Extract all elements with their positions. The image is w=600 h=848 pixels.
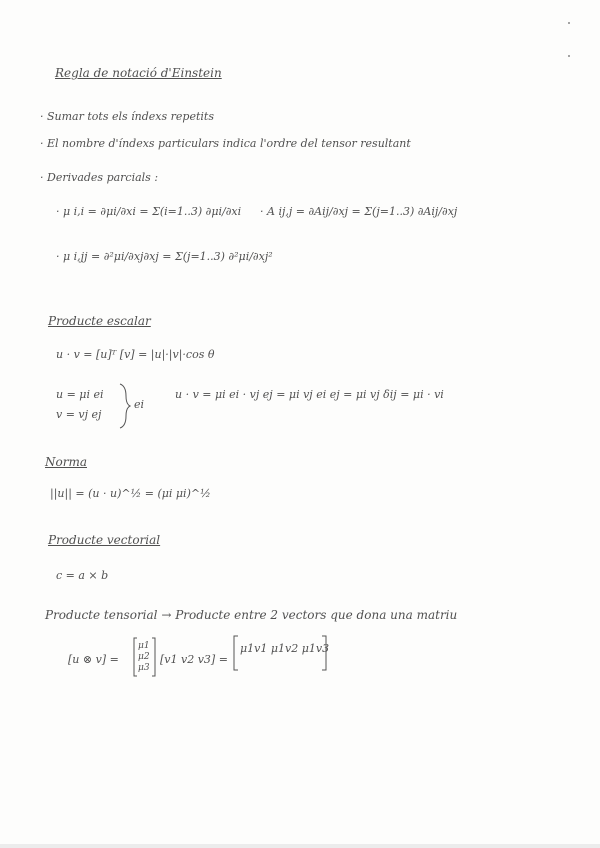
bullet-3: · Derivades parcials : (40, 171, 159, 184)
tensor-arrow-text: → Producte entre 2 vectors que dona una matriu (161, 608, 458, 622)
bullet-2-text: El nombre d'índexs particulars indica l'ordre del tensor resultant (47, 137, 411, 150)
derivative-1: · μ i,i = ∂μi/∂xi = Σ(i=1..3) ∂μi/∂xi (56, 205, 242, 218)
scalar-eq-3: v = vj ej (56, 408, 102, 421)
matrix-bracket-right (322, 636, 326, 670)
tensor-heading: Producte tensorial (45, 608, 158, 622)
derivative-3: · μ i,jj = ∂²μi/∂xj∂xj = Σ(j=1..3) ∂²μi/∂xj² (56, 250, 273, 263)
scalar-eq-2: u = μi ei (56, 388, 104, 401)
tensor-lhs: [u ⊗ v] = (68, 653, 119, 666)
scalar-eq-1: u · v = [u]ᵀ [v] = |u|·|v|·cos θ (56, 348, 215, 361)
column-bracket-left (134, 638, 137, 676)
derivative-1-text: μ i,i = ∂μi/∂xi = Σ(i=1..3) ∂μi/∂xi (63, 205, 242, 218)
bullet-3-text: Derivades parcials : (47, 171, 159, 184)
brace (120, 384, 130, 428)
bullet-1: · Sumar tots els índexs repetits (40, 110, 214, 123)
tensor-row: [v1 v2 v3] = (160, 653, 228, 666)
bullet-1-text: Sumar tots els índexs repetits (47, 110, 214, 123)
page-title: Regla de notació d'Einstein (55, 66, 222, 80)
brace-label: ei (134, 398, 145, 411)
norm-heading: Norma (45, 455, 87, 469)
tensor-col-2: μ2 (138, 652, 150, 662)
derivative-2-text: A ij,j = ∂Aij/∂xj = Σ(j=1..3) ∂Aij/∂xj (267, 205, 458, 218)
matrix-bracket-left (234, 636, 238, 670)
page-bottom-edge (0, 844, 600, 848)
tensor-matrix-row: μ1v1 μ1v2 μ1v3 (240, 642, 330, 655)
tensor-col-3: μ3 (138, 663, 150, 673)
derivative-2: · A ij,j = ∂Aij/∂xj = Σ(j=1..3) ∂Aij/∂xj (260, 205, 458, 218)
column-bracket-right (152, 638, 155, 676)
scalar-heading: Producte escalar (48, 314, 151, 328)
derivative-3-text: μ i,jj = ∂²μi/∂xj∂xj = Σ(j=1..3) ∂²μi/∂xj² (63, 250, 273, 263)
tensor-col-1: μ1 (138, 641, 150, 651)
scalar-eq-4: u · v = μi ei · vj ej = μi vj ei ej = μi vj δij = μi · vi (175, 388, 444, 401)
norm-eq: ||u|| = (u · u)^½ = (μi μi)^½ (50, 487, 211, 500)
vector-heading: Producte vectorial (48, 533, 161, 547)
bullet-2: · El nombre d'índexs particulars indica l'ordre del tensor resultant (40, 137, 411, 150)
vector-eq: c = a × b (56, 569, 109, 582)
